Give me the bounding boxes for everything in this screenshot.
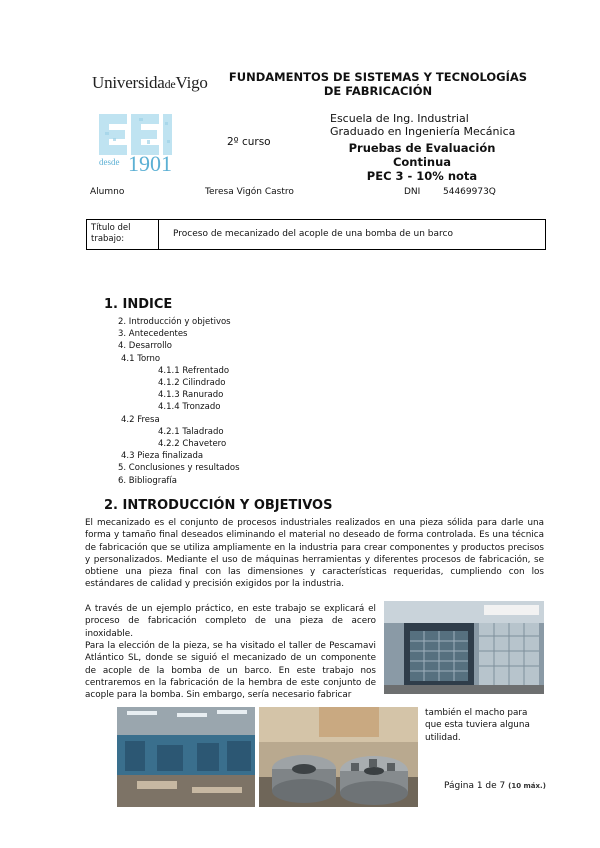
logo-desde: desde — [99, 157, 120, 167]
document-title-line1: FUNDAMENTOS DE SISTEMAS Y TECNOLOGÍAS — [228, 70, 528, 84]
document-title — [228, 70, 528, 98]
index-item: 5. Conclusiones y resultados — [118, 463, 240, 474]
workshop-entrance-photo — [384, 601, 544, 694]
index-item: 4. Desarrollo — [118, 341, 173, 352]
index-item: 4.1.2 Cilindrado — [158, 378, 226, 389]
index-heading: 1. INDICE — [104, 297, 173, 312]
work-title-label — [91, 223, 131, 245]
intro-paragraph-3: Para la elección de la pieza, se ha visitado el taller de Pescamavi Atlántico SL, donde se siguió el mecanizado de un componente de acople de la bomba de un barco. En este trabajo nos centraremos en la fabricación de la hembra de este conjunto de acople para la bomba. Sin embargo, sería necesario fabricar — [85, 641, 376, 701]
page-limit-note: (10 máx.) — [508, 782, 546, 790]
dni-label: DNI — [404, 187, 421, 197]
index-item: 3. Antecedentes — [118, 329, 188, 340]
index-item: 6. Bibliografía — [118, 475, 177, 486]
dni-value: 54469973Q — [443, 187, 496, 197]
index-item: 4.2 Fresa — [121, 414, 160, 425]
student-label: Alumno — [90, 187, 125, 197]
work-title-label-line2: trabajo: — [91, 234, 125, 244]
degree-name: Graduado en Ingeniería Mecánica — [330, 125, 516, 138]
student-name: Teresa Vigón Castro — [205, 187, 294, 197]
program-line2: PEC 3 - 10% nota — [366, 169, 478, 183]
program-line1: Pruebas de Evaluación Continua — [348, 141, 496, 169]
university-name-part3: Vigo — [175, 73, 208, 92]
page-number: Página 1 de 7 — [444, 781, 506, 791]
work-title-label-line1: Título del — [91, 223, 131, 233]
index-item: 2. Introducción y objetivos — [118, 317, 231, 327]
school-name: Escuela de Ing. Industrial — [330, 112, 469, 125]
index-item: 4.1.4 Tronzado — [158, 402, 221, 413]
intro-heading: 2. INTRODUCCIÓN Y OBJETIVOS — [104, 498, 333, 513]
program-info — [322, 141, 522, 183]
document-title-line2: DE FABRICACIÓN — [323, 84, 433, 98]
index-item: 4.2.1 Taladrado — [158, 426, 224, 437]
index-item: 4.2.2 Chavetero — [158, 439, 227, 450]
work-title-value: Proceso de mecanizado del acople de una bomba de un barco — [173, 229, 453, 239]
school-info — [330, 112, 515, 138]
course-label: 2º curso — [227, 136, 271, 148]
page-footer — [444, 781, 546, 791]
intro-paragraph-1: El mecanizado es el conjunto de procesos industriales realizados en una pieza sólida para darle una forma y tamaño final deseados eliminando el material no deseado de forma controlada. Es una técnica de fabricación que se utiliza ampliamente en la industria para crear componentes y productos precisos y personalizados. Mediante el uso de máquinas herramientas y diferentes procesos de fabricación, se obtiene una pieza final con las dimensiones y características requeridas, cumpliendo con los estándares de calidad y precisión exigidos por la industria. — [85, 518, 544, 590]
university-name-part2: de — [164, 77, 176, 91]
index-list — [118, 316, 240, 487]
work-title-box — [86, 219, 546, 250]
work-title-divider — [158, 220, 159, 249]
university-name-part1: Universida — [92, 73, 165, 92]
logo-year: 1901 — [128, 151, 172, 176]
index-item: 4.1.3 Ranurado — [158, 390, 224, 401]
index-item: 4.1.1 Refrentado — [158, 365, 230, 376]
index-item: 4.3 Pieza finalizada — [121, 451, 204, 462]
workshop-interior-photo — [117, 707, 255, 807]
index-item: 4.1 Torno — [121, 353, 161, 364]
intro-paragraph-2: A través de un ejemplo práctico, en este trabajo se explicará el proceso de fabricación completo de una pieza de acero inoxidable. — [85, 604, 376, 639]
intro-paragraph-3-continued: también el macho para que esta tuviera alguna utilidad. — [425, 708, 530, 743]
university-logo — [92, 73, 208, 93]
coupling-parts-photo — [259, 707, 418, 807]
